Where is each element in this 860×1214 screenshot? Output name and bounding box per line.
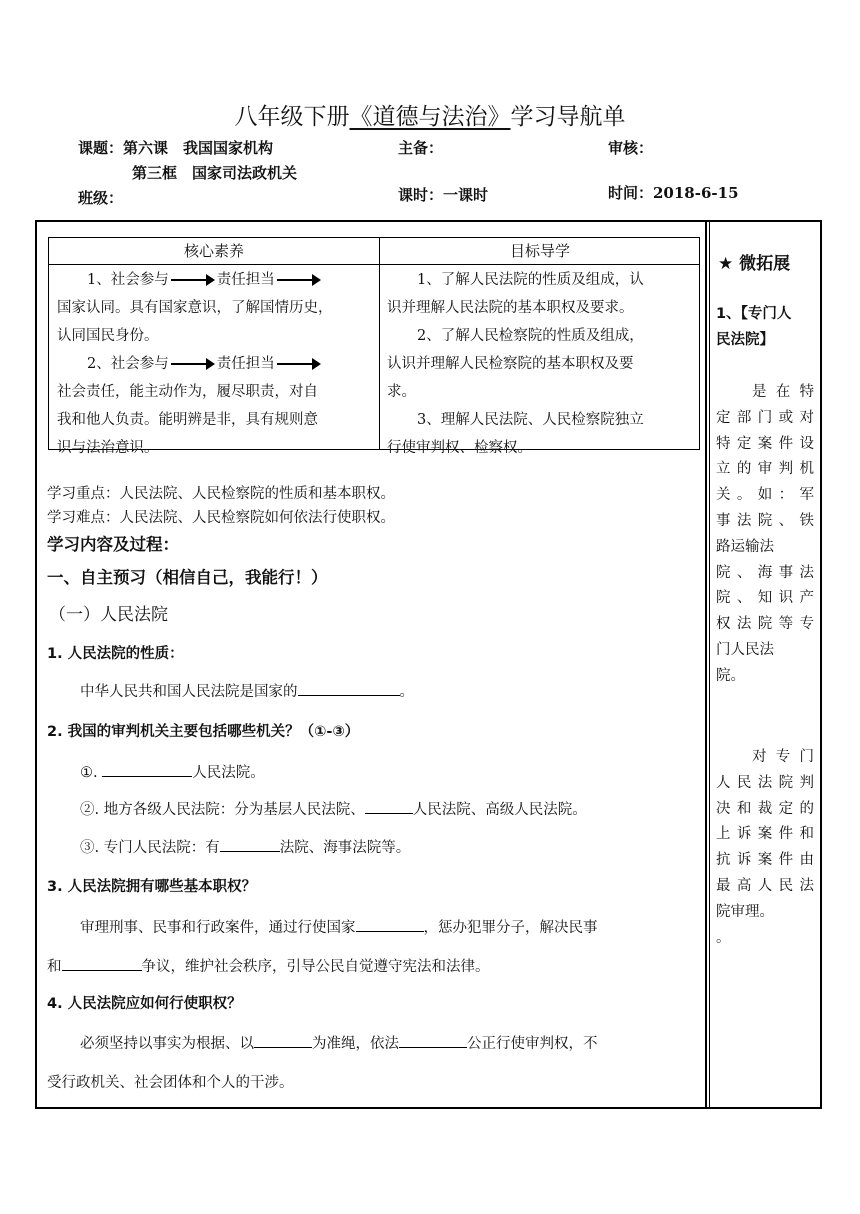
sidebar-item-title-1: 1、【专门人 <box>716 306 792 322</box>
answer-3-text: 审理刑事、民事和行政案件，通过行使国家 <box>80 920 356 936</box>
answer-3-line-1 <box>80 916 598 937</box>
sidebar-line: 院、海事法 <box>716 564 814 581</box>
core-line-1a: 1、社会参与 <box>87 272 169 288</box>
sidebar-line: 院审理。 <box>716 903 774 920</box>
col-header-goals: 目标导学 <box>509 242 570 260</box>
fill-blank[interactable] <box>62 956 142 971</box>
sidebar-title <box>718 249 790 274</box>
sidebar-line: 立的审判机 <box>716 461 814 478</box>
content-heading: 学习内容及过程： <box>47 535 179 554</box>
core-line-3: 认同国民身份。 <box>57 328 159 344</box>
title-prefix: 八年级下册 <box>234 104 350 130</box>
sidebar-paragraph-2 <box>716 745 814 951</box>
arrow-icon <box>171 279 213 281</box>
table-column-rule <box>379 238 380 449</box>
question-2: 2. 我国的审判机关主要包括哪些机关？（①-③） <box>47 724 360 740</box>
answer-4-mid: 为准绳，依法 <box>312 1036 399 1052</box>
answer-2-3-text: ③. 专门人民法院：有 <box>80 840 220 856</box>
core-line-2: 国家认同。具有国家意识，了解国情历史， <box>57 300 333 316</box>
goal-line-6: 3、理解人民法院、人民检察院独立 <box>417 412 644 428</box>
answer-4-line-1 <box>80 1032 598 1053</box>
subsection-court: （一）人民法院 <box>49 605 168 625</box>
sidebar-line: 。 <box>716 929 731 946</box>
answer-4-cont: 公正行使审判权，不 <box>467 1036 598 1052</box>
core-line-4 <box>57 350 375 378</box>
core-line-5: 社会责任，能主动作为，履尽职责，对自 <box>57 384 318 400</box>
question-3: 3. 人民法院拥有哪些基本职权？ <box>47 879 257 895</box>
answer-2-3-end: 法院、海事法院等。 <box>279 840 411 856</box>
answer-3-line-2-end: 争议，维护社会秩序，引导公民自觉遵守宪法和法律。 <box>141 959 490 975</box>
core-line-1 <box>57 266 375 294</box>
arrow-icon <box>277 279 319 281</box>
class-label: 班级： <box>78 189 124 207</box>
answer-1-end: 。 <box>399 684 414 700</box>
lead-label: 主备： <box>398 139 444 157</box>
sidebar-title-text: 微拓展 <box>739 254 791 274</box>
review-label: 审核： <box>608 139 654 157</box>
column-divider <box>705 220 707 1109</box>
sidebar-item-title-2: 民法院】 <box>716 332 774 348</box>
time-label: 时间：2018-6-15 <box>608 184 739 202</box>
sidebar-line: 院。 <box>716 667 745 684</box>
sidebar-line: 定部门或对 <box>716 409 814 426</box>
answer-3-cont: ，惩办犯罪分子，解决民事 <box>423 920 598 936</box>
study-difficulty: 学习难点：人民法院、人民检察院如何依法行使职权。 <box>47 510 395 526</box>
fill-blank[interactable] <box>365 799 413 814</box>
answer-3-line-2-start: 和 <box>47 959 62 975</box>
title-book: 《道德与法治》 <box>349 104 511 130</box>
goal-line-3: 2、了解人民检察院的性质及组成， <box>417 328 644 344</box>
goal-line-7: 行使审判权、检察权。 <box>387 440 532 456</box>
sidebar-item-title <box>716 301 814 353</box>
sidebar-line: 决和裁定的 <box>716 800 814 817</box>
goal-line-4: 认识并理解人民检察院的基本职权及要 <box>387 356 634 372</box>
sidebar-line: 院、知识产 <box>716 590 814 607</box>
sidebar-line: 上诉案件和 <box>716 826 814 843</box>
answer-2-3 <box>80 836 410 857</box>
sidebar-paragraph-1 <box>716 380 814 690</box>
core-line-4b: 责任担当 <box>216 356 275 372</box>
fill-blank[interactable] <box>102 762 192 777</box>
col-header-core: 核心素养 <box>183 242 244 260</box>
fill-blank[interactable] <box>298 681 400 696</box>
question-4: 4. 人民法院应如何行使职权？ <box>47 996 242 1012</box>
sidebar-line: 是在特 <box>752 384 814 400</box>
core-line-4a: 2、社会参与 <box>87 356 169 372</box>
core-literacy-cell <box>57 266 375 462</box>
section-1-heading: 一、自主预习（相信自己，我能行！） <box>47 568 328 587</box>
column-divider-inner <box>709 220 710 1109</box>
sidebar-line: 最高人民法 <box>716 877 814 894</box>
sidebar-line: 抗诉案件由 <box>716 852 814 869</box>
goal-line-1: 1、了解人民法院的性质及组成，认 <box>417 272 644 288</box>
answer-3-line-2 <box>47 955 490 976</box>
arrow-icon <box>277 363 319 365</box>
fill-blank[interactable] <box>254 1033 312 1048</box>
sidebar-line: 事法院、铁 <box>716 512 814 529</box>
star-icon: ★ <box>718 254 734 274</box>
fill-blank[interactable] <box>356 917 424 932</box>
question-1: 1. 人民法院的性质： <box>47 646 184 662</box>
sidebar-line: 权法院等专 <box>716 616 814 633</box>
answer-4-line-2: 受行政机关、社会团体和个人的干涉。 <box>47 1075 294 1091</box>
fill-blank[interactable] <box>399 1033 467 1048</box>
study-focus: 学习重点：人民法院、人民检察院的性质和基本职权。 <box>47 486 395 502</box>
sidebar-line: 关。如：军 <box>716 487 814 504</box>
objectives-table <box>48 237 700 456</box>
arrow-icon <box>171 363 213 365</box>
goal-line-5: 求。 <box>387 384 416 400</box>
period-label: 课时：一课时 <box>398 186 489 204</box>
goal-guide-cell <box>387 266 697 462</box>
goal-line-2: 识并理解人民法院的基本职权及要求。 <box>387 300 634 316</box>
sidebar-line: 门人民法 <box>716 641 774 658</box>
table-header-rule <box>49 264 699 265</box>
answer-2-1 <box>80 761 265 782</box>
sub-topic-label: 第三框 国家司法政机关 <box>132 164 298 182</box>
answer-2-2-end: 人民法院、高级人民法院。 <box>412 802 587 818</box>
answer-2-1-end: 人民法院。 <box>192 765 265 781</box>
answer-1 <box>80 680 414 701</box>
answer-2-1-text: ①. <box>80 765 103 781</box>
page-title <box>0 98 860 131</box>
core-line-6: 我和他人负责。能明辨是非，具有规则意 <box>57 412 318 428</box>
answer-2-2-text: ②. 地方各级人民法院：分为基层人民法院、 <box>80 802 365 818</box>
title-suffix: 学习导航单 <box>510 104 626 130</box>
sidebar-line: 特定案件设 <box>716 435 814 452</box>
fill-blank[interactable] <box>220 837 280 852</box>
answer-2-2 <box>80 798 587 819</box>
core-line-1b: 责任担当 <box>216 272 275 288</box>
sidebar-line: 路运输法 <box>716 538 774 555</box>
answer-4-text: 必须坚持以事实为根据、以 <box>80 1036 254 1052</box>
core-line-7: 识与法治意识。 <box>57 440 159 456</box>
sidebar-line: 人民法院判 <box>716 774 814 791</box>
topic-label: 课题：第六课 我国国家机构 <box>78 139 274 157</box>
answer-1-text: 中华人民共和国人民法院是国家的 <box>80 684 298 700</box>
sidebar-line: 对专门 <box>752 749 814 765</box>
